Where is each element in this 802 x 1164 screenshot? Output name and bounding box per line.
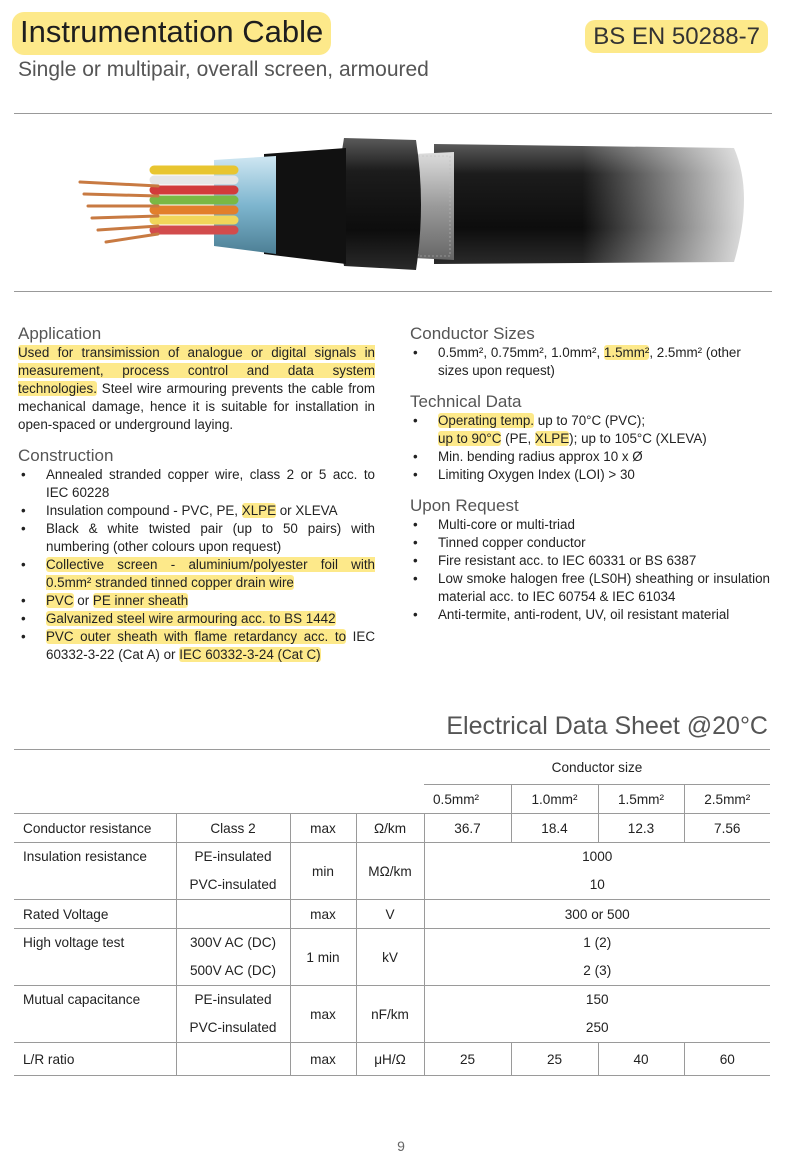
upon-request-item: • Anti-termite, anti-rodent, UV, oil resistant material [410, 606, 770, 624]
application-text-rest: Steel wire armouring prevents the cable from mechanical damage, hence it is suitable for installation in open-spaced or underground laying. [18, 381, 375, 432]
table-header-row [14, 750, 770, 785]
table-row: Insulation resistance PE-insulated PVC-insulated min MΩ/km 1000 10 [14, 843, 770, 900]
construction-heading: Construction [18, 446, 114, 465]
size-header: 1.5mm² [598, 785, 684, 814]
construction-section [18, 446, 375, 664]
upon-request-item: • Low smoke halogen free (LS0H) sheathing or insulation material acc. to IEC 60754 & IEC 61034 [410, 570, 770, 606]
technical-data-item: • Operating temp. up to 70°C (PVC); up to 90°C (PE, XLPE); up to 105°C (XLEVA) [410, 412, 770, 448]
construction-item: • Galvanized steel wire armouring acc. to BS 1442 [18, 610, 375, 628]
construction-item: • Insulation compound - PVC, PE, XLPE or XLEVA [18, 502, 375, 520]
construction-item: • Black & white twisted pair (up to 50 pairs) with numbering (other colours upon request) [18, 520, 375, 556]
electrical-data-table [14, 749, 770, 1076]
size-header: 0.5mm² [424, 785, 511, 814]
construction-item: • Annealed stranded copper wire, class 2 or 5 acc. to IEC 60228 [18, 466, 375, 502]
left-column [18, 324, 375, 676]
upon-request-section [410, 496, 770, 624]
upon-request-item: • Tinned copper conductor [410, 534, 770, 552]
technical-data-section [410, 392, 770, 484]
table-row: Mutual capacitance PE-insulated PVC-insulated max nF/km 150 250 [14, 986, 770, 1043]
size-header: 2.5mm² [684, 785, 770, 814]
application-section [18, 324, 375, 434]
technical-data-item: • Min. bending radius approx 10 x Ø [410, 448, 770, 466]
conductor-sizes-section [410, 324, 770, 380]
page-title: Instrumentation Cable [12, 12, 331, 55]
construction-item: • PVC outer sheath with flame retardancy acc. to IEC 60332-3-22 (Cat A) or IEC 60332-3-24 (Cat C) [18, 628, 375, 664]
table-row: High voltage test 300V AC (DC) 500V AC (DC) 1 min kV 1 (2) 2 (3) [14, 929, 770, 986]
construction-item: • Collective screen - aluminium/polyester foil with 0.5mm² stranded tinned copper drain wire [18, 556, 375, 592]
standard-badge: BS EN 50288-7 [585, 20, 768, 53]
application-highlight: Used for transimission of analogue or digital signals in measurement, process control and data system technologies. [18, 345, 375, 396]
cable-cross-section-image [14, 114, 772, 290]
conductor-sizes-heading: Conductor Sizes [410, 324, 535, 343]
upon-request-item: • Multi-core or multi-triad [410, 516, 770, 534]
technical-data-heading: Technical Data [410, 392, 522, 411]
page-subtitle: Single or multipair, overall screen, armoured [18, 58, 429, 81]
table-row: Conductor resistance Class 2 max Ω/km 36.7 18.4 12.3 7.56 [14, 814, 770, 843]
application-heading: Application [18, 324, 102, 343]
table-row: L/R ratio max μH/Ω 25 25 40 60 [14, 1043, 770, 1076]
upon-request-heading: Upon Request [410, 496, 519, 515]
page-number: 9 [397, 1138, 405, 1154]
table-row: Rated Voltage max V 300 or 500 [14, 900, 770, 929]
conductor-sizes-item: • 0.5mm², 0.75mm², 1.0mm², 1.5mm², 2.5mm² (other sizes upon request) [410, 344, 770, 380]
electrical-data-title: Electrical Data Sheet @20°C [446, 712, 768, 740]
conductor-size-header: Conductor size [424, 750, 770, 785]
size-header: 1.0mm² [511, 785, 598, 814]
construction-item: • PVC or PE inner sheath [18, 592, 375, 610]
upon-request-item: • Fire resistant acc. to IEC 60331 or BS 6387 [410, 552, 770, 570]
application-text [18, 344, 375, 434]
right-column [410, 324, 770, 636]
technical-data-item: • Limiting Oxygen Index (LOI) > 30 [410, 466, 770, 484]
image-divider [14, 291, 772, 292]
